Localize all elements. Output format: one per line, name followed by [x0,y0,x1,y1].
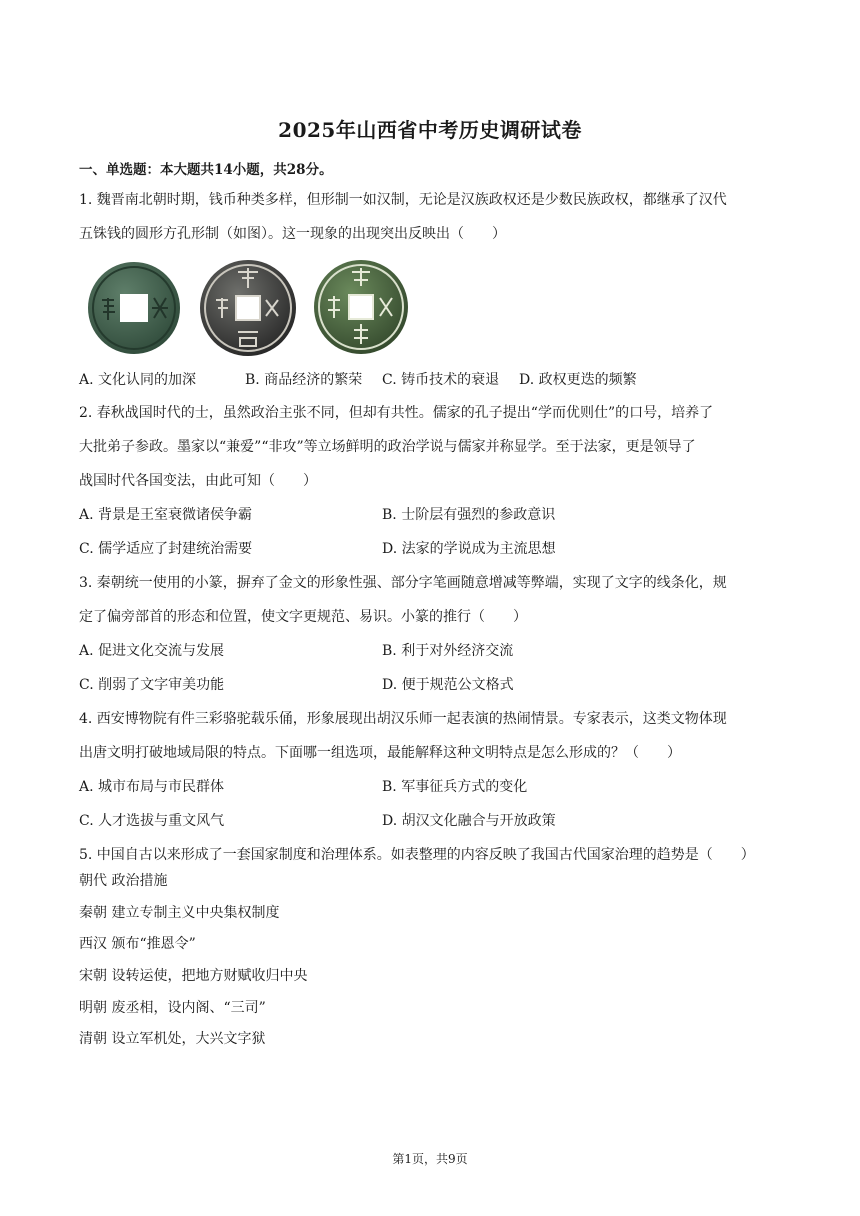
q4-line-1: 4. 西安博物院有件三彩骆驼载乐俑，形象展现出胡汉乐师一起表演的热闹情景。专家表示，这类文物体现 [79,711,727,727]
q3-option-d: D. 便于规范公文格式 [382,677,514,693]
q3-option-a: A. 促进文化交流与发展 [79,643,225,659]
coin-image-3 [312,258,410,356]
q2-option-a: A. 背景是王室衰微诸侯争霸 [79,507,253,523]
q4-line-2: 出唐文明打破地域局限的特点。下面哪一组选项，最能解释这种文明特点是怎么形成的？（ ） [79,745,681,761]
q3-option-b: B. 利于对外经济交流 [382,643,514,659]
q2-line-3: 战国时代各国变法，由此可知（ ） [79,473,317,489]
q5-table-row: 明朝 废丞相，设内阁、“三司” [79,1000,266,1016]
q1-line-1: 1. 魏晋南北朝时期，钱币种类多样，但形制一如汉制，无论是汉族政权还是少数民族政权，都继承了汉代 [79,192,727,208]
q1-option-a: A. 文化认同的加深 [79,372,197,388]
q5-table-row: 秦朝 建立专制主义中央集权制度 [79,905,280,921]
section-heading: 一、单选题：本大题共14小题，共28分。 [79,162,333,178]
q1-option-b: B. 商品经济的繁荣 [245,372,363,388]
coin-image-2 [198,258,298,358]
q1-option-d: D. 政权更迭的频繁 [519,372,637,388]
q1-line-2: 五铢钱的圆形方孔形制（如图）。这一现象的出现突出反映出（ ） [79,226,506,242]
q5-table-row: 宋朝 设转运使，把地方财赋收归中央 [79,968,308,984]
q2-option-c: C. 儒学适应了封建统治需要 [79,541,253,557]
q3-option-c: C. 削弱了文字审美功能 [79,677,225,693]
q1-option-c: C. 铸币技术的衰退 [382,372,500,388]
q3-line-2: 定了偏旁部首的形态和位置，使文字更规范、易识。小篆的推行（ ） [79,609,527,625]
q5-table-row: 西汉 颁布“推恩令” [79,936,196,952]
q5-table-header: 朝代 政治措施 [79,873,168,889]
page-title: 2025年山西省中考历史调研试卷 [278,118,582,142]
coin-images [80,258,412,358]
q4-option-a: A. 城市布局与市民群体 [79,779,225,795]
q2-line-1: 2. 春秋战国时代的士，虽然政治主张不同，但却有共性。儒家的孔子提出“学而优则仕”的口号，培养了 [79,405,714,421]
q2-line-2: 大批弟子参政。墨家以“兼爱”“非攻”等立场鲜明的政治学说与儒家并称显学。至于法家，更是领导了 [79,439,696,455]
q4-option-d: D. 胡汉文化融合与开放政策 [382,813,556,829]
coin-image-1 [86,260,182,356]
q5-table-row: 清朝 设立军机处，大兴文字狱 [79,1031,266,1047]
q2-option-b: B. 士阶层有强烈的参政意识 [382,507,556,523]
page-footer: 第1页，共9页 [392,1152,468,1166]
q3-line-1: 3. 秦朝统一使用的小篆，摒弃了金文的形象性强、部分字笔画随意增减等弊端，实现了文字的线条化，规 [79,575,727,591]
q2-option-d: D. 法家的学说成为主流思想 [382,541,556,557]
q5-line-1: 5. 中国自古以来形成了一套国家制度和治理体系。如表整理的内容反映了我国古代国家治理的趋势是（ ） [79,847,755,863]
q4-option-c: C. 人才选拔与重文风气 [79,813,225,829]
q4-option-b: B. 军事征兵方式的变化 [382,779,528,795]
